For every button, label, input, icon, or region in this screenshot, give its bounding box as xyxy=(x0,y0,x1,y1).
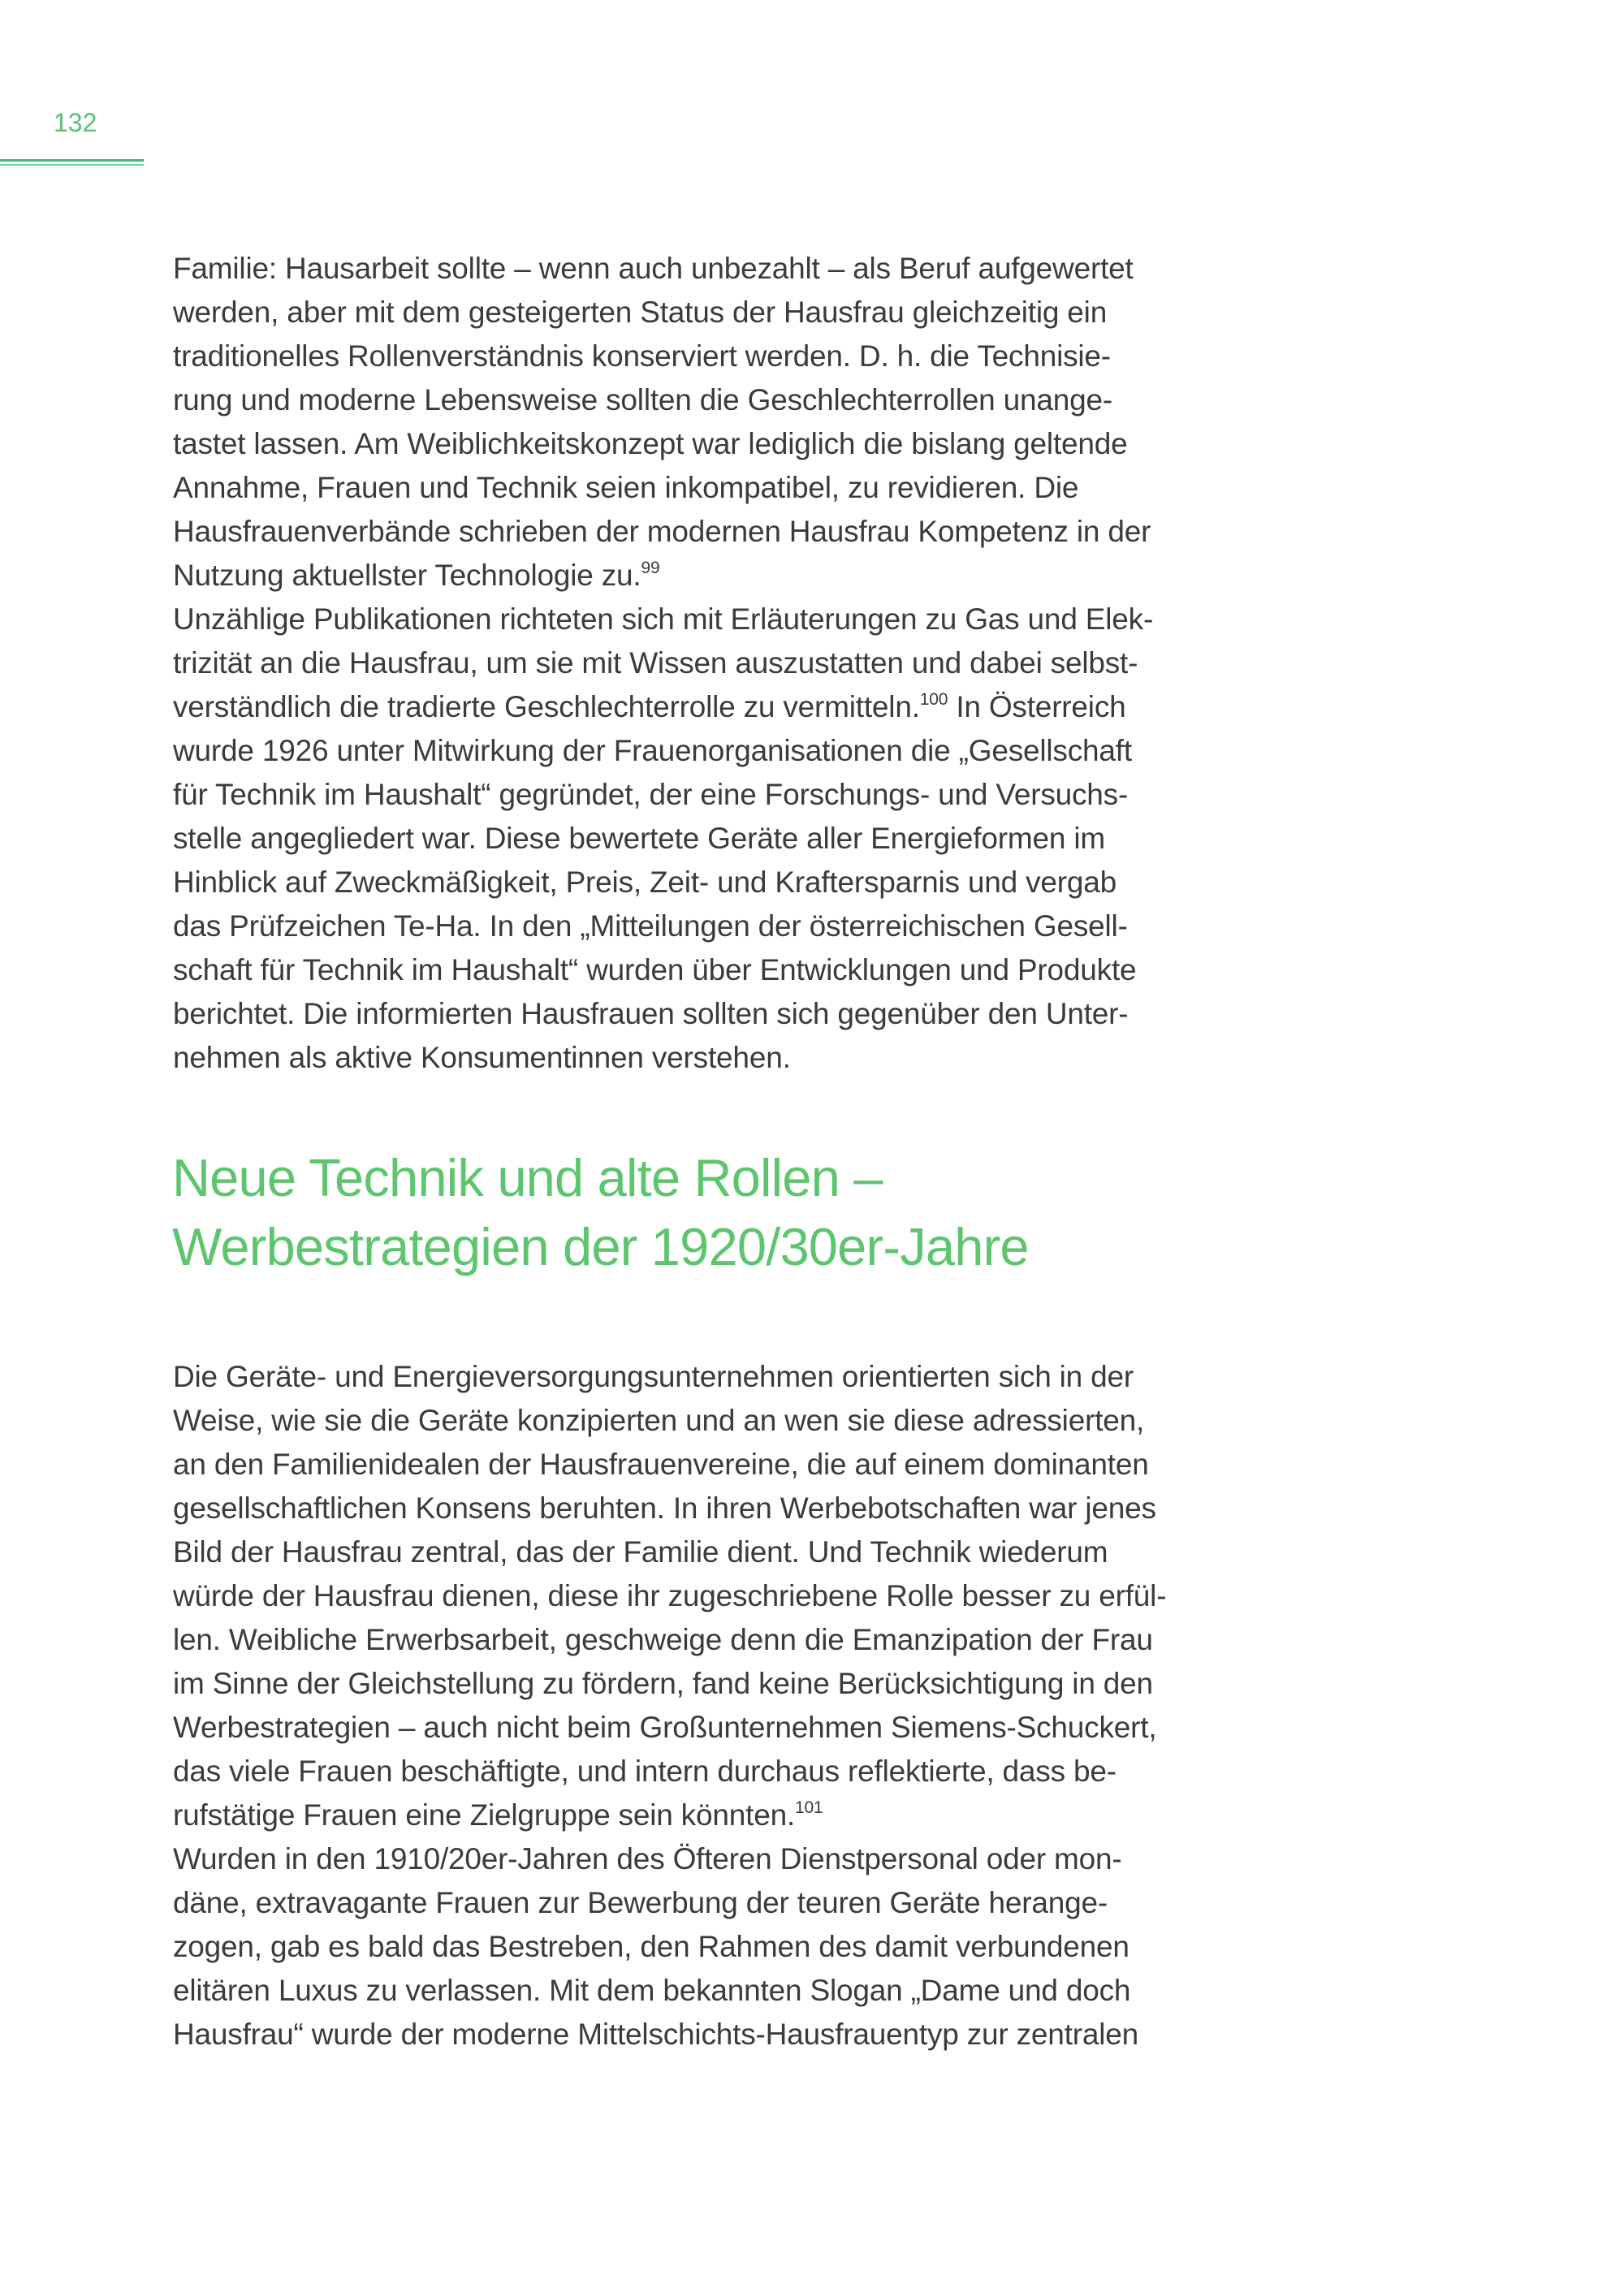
text-line-content: traditionelles Rollenverständnis konserviert werden. D. h. die Technisie- xyxy=(173,339,1111,373)
text-line-content: Weise, wie sie die Geräte konzipierten und an wen sie diese adressierten, xyxy=(173,1404,1145,1437)
text-line-content: zogen, gab es bald das Bestreben, den Rahmen des damit verbundenen xyxy=(173,1930,1129,1963)
text-line-content: Annahme, Frauen und Technik seien inkompatibel, zu revidieren. Die xyxy=(173,471,1079,504)
text-line-content: Hausfrau“ wurde der moderne Mittelschichts-Hausfrauentyp zur zentralen xyxy=(173,2018,1139,2051)
text-line-content: im Sinne der Gleichstellung zu fördern, fand keine Berücksichtigung in den xyxy=(173,1667,1153,1700)
text-line xyxy=(173,335,1310,378)
text-line xyxy=(173,1443,1310,1487)
text-line-continuation: In Österreich xyxy=(948,690,1126,723)
text-line-content: an den Familienidealen der Hausfrauenvereine, die auf einem dominanten xyxy=(173,1448,1149,1481)
text-line xyxy=(173,773,1310,817)
text-line xyxy=(173,1969,1310,2013)
text-line xyxy=(173,2013,1310,2057)
text-line-content: len. Weibliche Erwerbsarbeit, geschweige denn die Emanzipation der Frau xyxy=(173,1623,1153,1656)
text-line xyxy=(173,466,1310,510)
text-line xyxy=(173,1925,1310,1969)
text-line-content: Hausfrauenverbände schrieben der modernen Hausfrau Kompetenz in der xyxy=(173,515,1151,548)
text-line xyxy=(173,1530,1310,1574)
text-line xyxy=(173,247,1310,291)
text-line-content: Hinblick auf Zweckmäßigkeit, Preis, Zeit- und Kraftersparnis und vergab xyxy=(173,865,1117,899)
body-paragraphs-section-2 xyxy=(173,1355,1310,2057)
text-line xyxy=(173,685,1310,729)
page-number: 132 xyxy=(54,108,97,137)
text-line xyxy=(173,1837,1310,1881)
footnote-marker: 101 xyxy=(795,1798,823,1817)
text-line xyxy=(173,598,1310,641)
text-line-content: däne, extravagante Frauen zur Bewerbung der teuren Geräte herange- xyxy=(173,1886,1108,1919)
text-line-content: verständlich die tradierte Geschlechterrolle zu vermitteln. xyxy=(173,690,920,723)
text-line-content: rufstätige Frauen eine Zielgruppe sein könnten. xyxy=(173,1798,796,1832)
text-line-content: berichtet. Die informierten Hausfrauen sollten sich gegenüber den Unter- xyxy=(173,997,1129,1030)
text-line xyxy=(173,948,1310,992)
text-line-content: gesellschaftlichen Konsens beruhten. In ihren Werbebotschaften war jenes xyxy=(173,1491,1156,1525)
text-line xyxy=(173,1793,1310,1837)
text-line xyxy=(173,1750,1310,1793)
text-line xyxy=(173,861,1310,904)
section-heading-line-2: Werbestrategien der 1920/30er-Jahre xyxy=(172,1217,1029,1276)
header-rule-thin xyxy=(0,164,144,166)
text-line-content: stelle angegliedert war. Diese bewertete Geräte aller Energieformen im xyxy=(173,822,1105,855)
text-line-content: für Technik im Haushalt“ gegründet, der eine Forschungs- und Versuchs- xyxy=(173,778,1129,811)
text-line-content: das viele Frauen beschäftigte, und intern durchaus reflektierte, dass be- xyxy=(173,1755,1116,1788)
text-line-content: würde der Hausfrau dienen, diese ihr zugeschriebene Rolle besser zu erfül- xyxy=(173,1579,1167,1612)
text-line xyxy=(173,1706,1310,1750)
text-line-content: schaft für Technik im Haushalt“ wurden über Entwicklungen und Produkte xyxy=(173,953,1137,986)
text-line xyxy=(173,422,1310,466)
header-rule-thick xyxy=(0,159,144,162)
section-heading-line-1: Neue Technik und alte Rollen – xyxy=(172,1148,883,1207)
text-line xyxy=(173,1618,1310,1662)
text-line xyxy=(173,510,1310,554)
text-line xyxy=(173,1881,1310,1925)
text-line xyxy=(173,992,1310,1036)
text-line xyxy=(173,1574,1310,1618)
text-line xyxy=(173,554,1310,598)
text-line xyxy=(173,1487,1310,1530)
text-line-content: nehmen als aktive Konsumentinnen verstehen. xyxy=(173,1041,791,1074)
text-line xyxy=(173,729,1310,773)
text-line xyxy=(173,1355,1310,1399)
text-line xyxy=(173,1399,1310,1443)
text-line-content: Bild der Hausfrau zentral, das der Familie dient. Und Technik wiederum xyxy=(173,1535,1108,1569)
text-line xyxy=(173,1036,1310,1080)
section-heading xyxy=(172,1143,1029,1281)
text-line-content: tastet lassen. Am Weiblichkeitskonzept war lediglich die bislang geltende xyxy=(173,427,1128,460)
text-line-content: wurde 1926 unter Mitwirkung der Frauenorganisationen die „Gesellschaft xyxy=(173,734,1132,767)
text-line xyxy=(173,817,1310,861)
text-line-content: Nutzung aktuellster Technologie zu. xyxy=(173,559,641,592)
text-line xyxy=(173,1662,1310,1706)
text-line-content: Die Geräte- und Energieversorgungsunternehmen orientierten sich in der xyxy=(173,1360,1134,1393)
text-line-content: Unzählige Publikationen richteten sich mit Erläuterungen zu Gas und Elek- xyxy=(173,602,1154,636)
text-line xyxy=(173,378,1310,422)
text-line-content: das Prüfzeichen Te-Ha. In den „Mitteilungen der österreichischen Gesell- xyxy=(173,909,1128,943)
text-line-content: elitären Luxus zu verlassen. Mit dem bekannten Slogan „Dame und doch xyxy=(173,1974,1131,2007)
footnote-marker: 100 xyxy=(919,689,948,709)
footnote-marker: 99 xyxy=(641,558,660,577)
text-line xyxy=(173,904,1310,948)
text-line xyxy=(173,641,1310,685)
text-line-content: Familie: Hausarbeit sollte – wenn auch unbezahlt – als Beruf aufgewertet xyxy=(173,252,1134,285)
text-line-content: Wurden in den 1910/20er-Jahren des Öfteren Dienstpersonal oder mon- xyxy=(173,1842,1122,1875)
text-line-content: trizität an die Hausfrau, um sie mit Wissen auszustatten und dabei selbst- xyxy=(173,646,1138,680)
text-line-content: werden, aber mit dem gesteigerten Status der Hausfrau gleichzeitig ein xyxy=(173,296,1108,329)
text-line-content: Werbestrategien – auch nicht beim Großunternehmen Siemens-Schuckert, xyxy=(173,1711,1157,1744)
body-paragraphs-section-1 xyxy=(173,247,1310,1080)
text-line-content: rung und moderne Lebensweise sollten die Geschlechterrollen unange- xyxy=(173,383,1112,417)
text-line xyxy=(173,291,1310,335)
